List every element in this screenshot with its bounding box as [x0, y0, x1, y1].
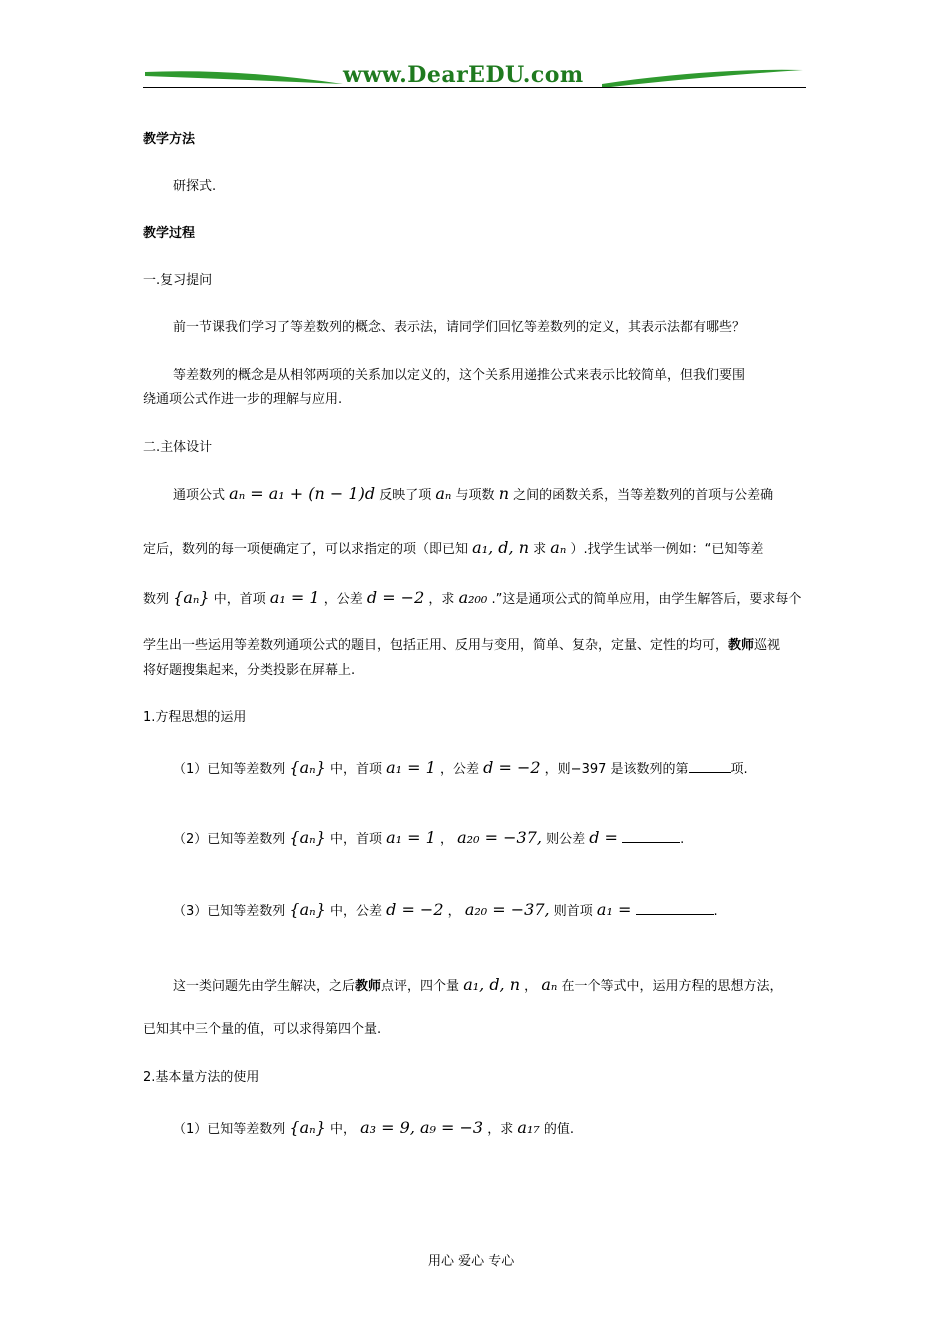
section-1-summary-line1: 这一类问题先由学生解决，之后教师点评，四个量 a₁, d, n ， aₙ 在一个等式中，运用方程的思想方法， — [173, 975, 783, 994]
design-line-2: 定后，数列的每一项便确定了，可以求指定的项（即已知 a₁, d, n 求 aₙ ）.找学生试举一例如：“已知等差 — [143, 538, 764, 557]
design-line-4: 学生出一些运用等差数列通项公式的题目，包括正用、反用与变用，简单、复杂，定量、定性的均可，教师巡视 — [143, 638, 781, 653]
heading-review: 一.复习提问 — [143, 273, 213, 288]
question-1-1: （1）已知等差数列 {aₙ} 中，首项 a₁ = 1 ，公差 d = −2 ，则−397 是该数列的第 项. — [173, 758, 748, 777]
header-rule — [143, 87, 806, 88]
question-2-1: （1）已知等差数列 {aₙ} 中， a₃ = 9, a₉ = −3 ，求 a₁₇ 的值. — [173, 1118, 575, 1137]
teaching-method-text: 研探式. — [173, 179, 217, 194]
design-line-5: 将好题搜集起来，分类投影在屏幕上. — [143, 663, 356, 678]
question-1-3: （3）已知等差数列 {aₙ} 中，公差 d = −2 ， a₂₀ = −37, 则首项 a₁ = . — [173, 900, 718, 919]
review-paragraph-2-line1: 等差数列的概念是从相邻两项的关系加以定义的，这个关系用递推公式来表示比较简单，但我们要围 — [173, 368, 746, 383]
design-line-3: 数列 {aₙ} 中，首项 a₁ = 1 ，公差 d = −2 ，求 a₂₀₀ .”这是通项公式的简单应用，由学生解答后，要求每个 — [143, 588, 802, 607]
question-1-2: （2）已知等差数列 {aₙ} 中，首项 a₁ = 1 ， a₂₀ = −37, 则公差 d = . — [173, 828, 685, 847]
section-1-summary-line2: 已知其中三个量的值，可以求得第四个量. — [143, 1022, 382, 1037]
right-swoosh-decoration — [598, 66, 806, 88]
left-swoosh-decoration — [143, 66, 348, 88]
design-line-1: 通项公式 aₙ = a₁ + (n − 1)d 反映了项 aₙ 与项数 n 之间的函数关系，当等差数列的首项与公差确 — [173, 484, 774, 503]
section-1-title: 1.方程思想的运用 — [143, 710, 247, 725]
general-term-formula: aₙ = a₁ + (n − 1)d — [229, 484, 376, 503]
answer-blank — [689, 760, 731, 773]
page-header — [143, 62, 806, 92]
heading-main-design: 二.主体设计 — [143, 440, 213, 455]
answer-blank — [622, 830, 680, 843]
page-footer: 用心 爱心 专心 — [428, 1254, 515, 1269]
heading-teaching-process: 教学过程 — [143, 226, 196, 241]
section-2-title: 2.基本量方法的使用 — [143, 1070, 260, 1085]
answer-blank — [636, 902, 714, 915]
heading-teaching-method: 教学方法 — [143, 132, 196, 147]
site-brand: www.DearEDU.com — [343, 62, 584, 88]
review-paragraph-1: 前一节课我们学习了等差数列的概念、表示法，请同学们回忆等差数列的定义，其表示法都有哪些？ — [173, 320, 746, 335]
review-paragraph-2-line2: 绕通项公式作进一步的理解与应用. — [143, 392, 343, 407]
